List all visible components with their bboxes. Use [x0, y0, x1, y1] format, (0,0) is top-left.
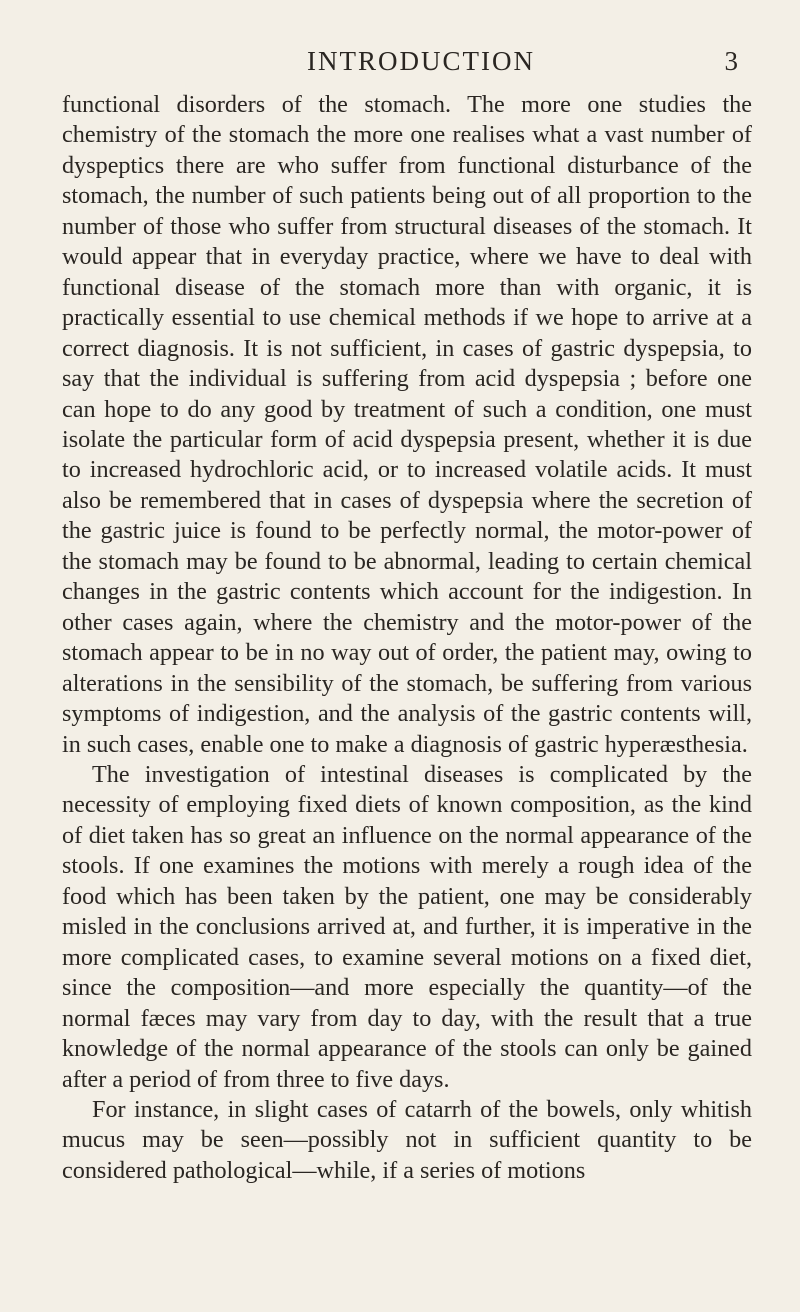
body-text	[62, 90, 752, 1186]
paragraph-for-instance: For instance, in slight cases of catarrh of the bowels, only whitish mucus may be seen—possibly not in sufficient quantity to be considered pathological—while, if a series of motions	[62, 1095, 752, 1184]
running-title: INTRODUCTION	[307, 46, 535, 76]
running-head	[62, 46, 760, 82]
paragraph-intestinal-diseases: The investigation of intestinal diseases is complicated by the necessity of employing fixed diets of known composition, as the kind of diet taken has so great an influence on the normal appearance of the stools. If one examines the motions with merely a rough idea of the food which has been taken by the patient, one may be considerably misled in the conclusions arrived at, and further, it is imperative in the more complicated cases, to examine several motions on a fixed diet, since the composition—and more especially the quantity—of the normal fæces may vary from day to day, with the result that a true knowledge of the normal appearance of the stools can only be gained after a period of from three to five days.	[62, 760, 752, 1093]
page-number: 3	[724, 46, 738, 76]
paragraph-continued: functional disorders of the stomach. The more one studies the chemistry of the stomach the more one realises what a vast number of dyspeptics there are who suffer from functional disturbance of the stomach, the number of such patients being out of all proportion to the number of those who suffer from structural diseases of the stomach. It would appear that in everyday practice, where we have to deal with functional disease of the stomach more than with organic, it is practically essential to use chemical methods if we hope to arrive at a correct diagnosis. It is not sufficient, in cases of gastric dyspepsia, to say that the individual is suffering from acid dyspepsia ; before one can hope to do any good by treatment of such a condition, one must isolate the particular form of acid dyspepsia present, whether it is due to increased hydrochloric acid, or to increased volatile acids. It must also be remembered that in cases of dyspepsia where the secretion of the gastric juice is found to be perfectly normal, the motor-power of the stomach may be found to be abnormal, leading to certain chemical changes in the gastric contents which account for the indigestion. In other cases again, where the chemistry and the motor-power of the stomach appear to be in no way out of order, the patient may, owing to alterations in the sensibility of the stomach, be suffering from various symptoms of indigestion, and the analysis of the gastric contents will, in such cases, enable one to make a diagnosis of gastric hyperæsthesia.	[62, 91, 752, 758]
